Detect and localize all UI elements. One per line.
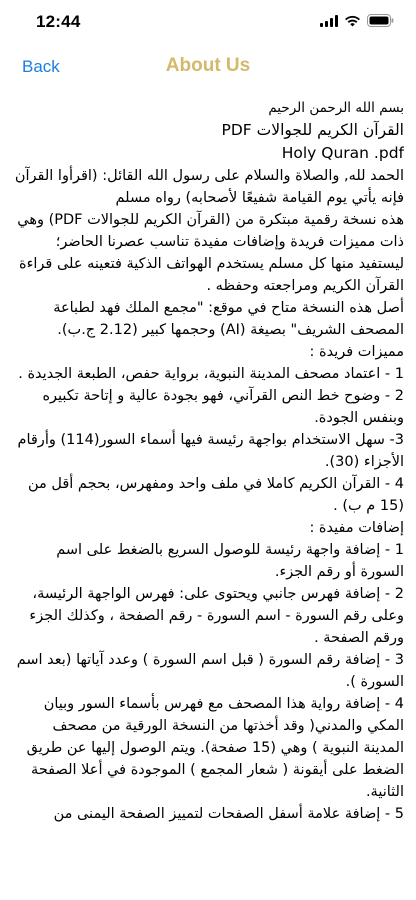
text-line: 1 - إضافة واجهة رئيسة للوصول السريع بالضغط على اسم السورة أو رقم الجزء. xyxy=(56,542,404,580)
about-text xyxy=(12,98,404,860)
battery-icon xyxy=(367,14,394,27)
text-line: هذه نسخة رقمية مبتكرة من (القرآن الكريم للجوالات PDF) وهي ذات مميزات فريدة وإضافات مفيدة تناسب عصرنا الحاضر؛ ليستفيد منها كل مسلم يستخدم الهواتف الذكية فتعينه على قراءة القرآن الكريم ومراجعته وحفظه . xyxy=(17,212,404,294)
text-line: 3- سهل الاستخدام بواجهة رئيسة فيها أسماء السور(114) وأرقام الأجزاء (30). xyxy=(17,432,404,470)
back-button[interactable]: Back xyxy=(22,57,60,76)
text-line: مميزات فريدة : xyxy=(309,344,404,360)
text-line: الحمد لله, والصلاة والسلام على رسول الله القائل: (اقرأوا القرآن فإنه يأتي يوم القيامة شفيعًا لأصحابه) رواه مسلم xyxy=(14,168,404,206)
text-line: 1 - اعتماد مصحف المدينة النبوية، برواية حفص، الطبعة الجديدة . xyxy=(18,366,404,382)
text-line: 2 - إضافة فهرس جانبي ويحتوى على: فهرس الواجهة الرئيسة، وعلى رقم السورة - اسم السورة - رقم الصفحة ، وكذلك الجزء ورقم الصفحة . xyxy=(29,586,404,646)
text-line: 2 - وضوح خط النص القرآني، فهو بجودة عالية و إتاحة تكبيره وبنفس الجودة. xyxy=(42,388,404,426)
navigation-bar xyxy=(0,48,416,86)
status-time: 12:44 xyxy=(36,12,81,31)
page-title: About Us xyxy=(165,55,251,76)
text-line: القرآن الكريم للجوالات PDF xyxy=(221,121,404,139)
text-line: إضافات مفيدة : xyxy=(309,520,404,536)
text-line: 4 - إضافة رواية هذا المصحف مع فهرس بأسماء السور وبيان المكي والمدني( وقد أخذتها من النسخة الورقية من مصحف المدينة النبوية ) وهي (15 صفحة). ويتم الوصول إليها عن طريق الضغط على أيقونة ( شعار المجمع ) الموجودة في أعلا الصفحة الثانية. xyxy=(26,696,404,800)
text-line: 3 - إضافة رقم السورة ( قبل اسم السورة ) وعدد آياتها (بعد اسم السورة ). xyxy=(16,652,404,690)
status-icons xyxy=(320,14,394,27)
text-line: 5 - إضافة علامة أسفل الصفحات لتمييز الصفحة اليمنى من xyxy=(53,806,404,822)
cellular-signal-icon xyxy=(320,15,338,27)
text-line: أصل هذه النسخة متاح في موقع: "مجمع الملك فهد لطباعة المصحف الشريف" بصيغة (AI) وحجمها كبير (2.12 ج.ب). xyxy=(53,300,404,338)
text-line: بسم الله الرحمن الرحيم xyxy=(268,100,404,116)
text-line: Holy Quran .pdf xyxy=(281,144,404,162)
wifi-icon xyxy=(344,15,361,27)
status-bar xyxy=(0,0,416,44)
text-line: 4 - القرآن الكريم كاملا في ملف واحد ومفهرس، بحجم أقل من (15 م ب) . xyxy=(27,476,404,514)
